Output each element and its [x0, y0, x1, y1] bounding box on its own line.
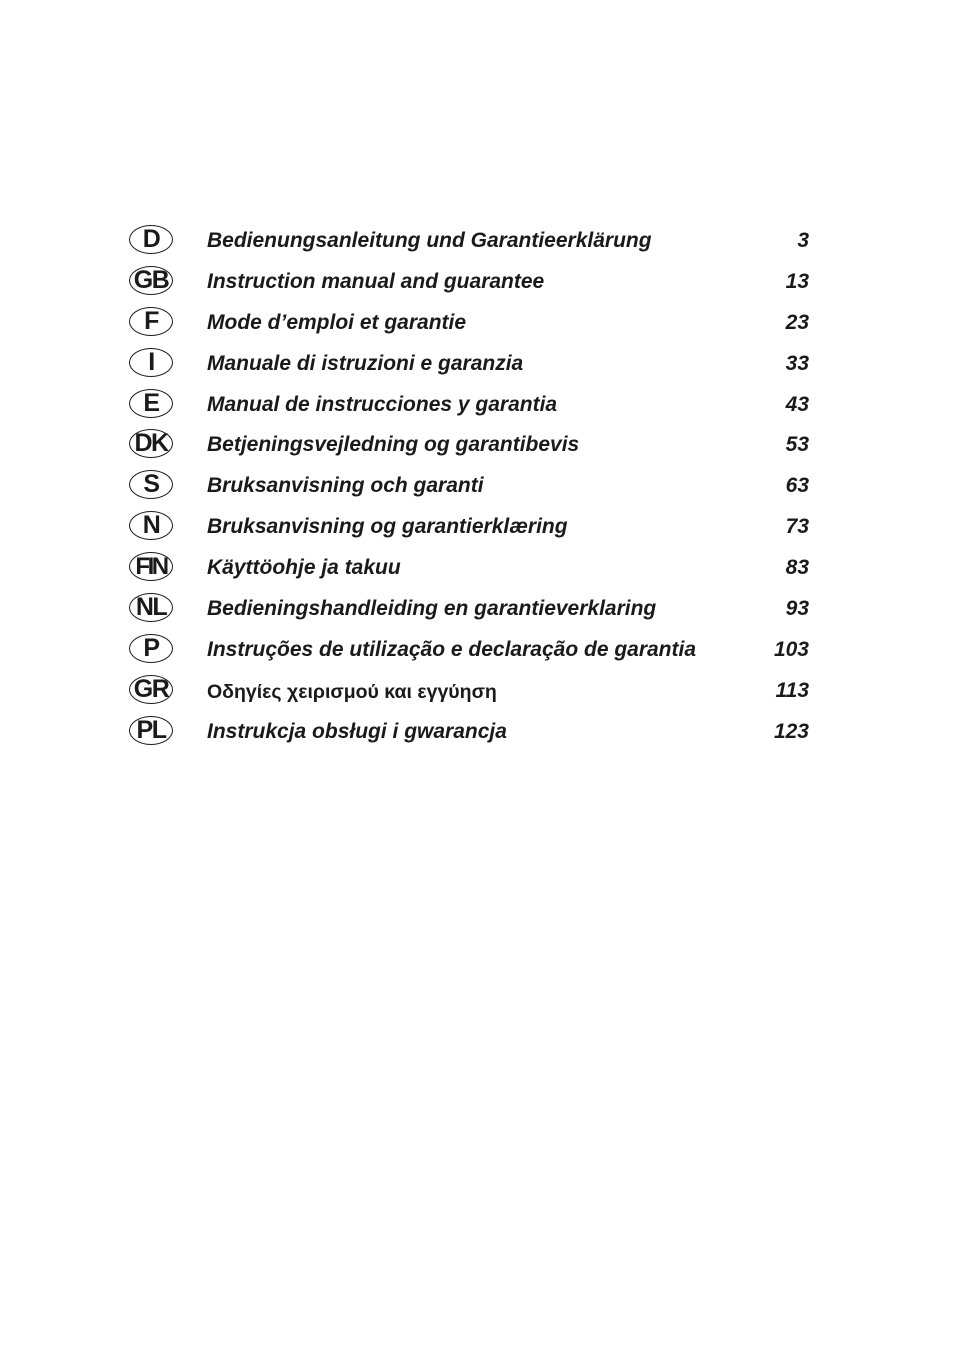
toc-row-nl[interactable]: [129, 590, 811, 631]
toc-row-pl[interactable]: [129, 713, 811, 754]
language-badge-dk: DK: [129, 429, 173, 458]
toc-page-i: 33: [785, 351, 809, 375]
table-of-contents: [129, 222, 811, 754]
language-badge-gb: GB: [129, 266, 173, 295]
toc-page-f: 23: [785, 310, 809, 334]
language-badge-s: S: [129, 470, 173, 499]
language-badge-d: D: [129, 225, 173, 254]
toc-page-nl: 93: [785, 597, 809, 621]
toc-title-gr: Οδηγίες χειρισμού και εγγύηση: [207, 680, 497, 703]
toc-page-dk: 53: [785, 433, 809, 457]
language-badge-nl: NL: [129, 593, 173, 622]
toc-page-p: 103: [773, 637, 809, 661]
toc-row-d[interactable]: [129, 222, 811, 263]
toc-title-s: Bruksanvisning och garanti: [207, 474, 484, 498]
toc-title-pl: Instrukcja obsługi i gwarancja: [207, 719, 507, 743]
toc-page-e: 43: [785, 392, 809, 416]
language-badge-f: F: [129, 307, 173, 336]
toc-page-fin: 83: [785, 556, 809, 580]
toc-page-s: 63: [785, 474, 809, 498]
language-badge-i: I: [129, 348, 173, 377]
toc-title-p: Instruções de utilização e declaração de garantia: [207, 637, 697, 661]
toc-row-gr[interactable]: [129, 672, 811, 713]
toc-title-f: Mode d’emploi et garantie: [207, 310, 467, 334]
toc-row-i[interactable]: [129, 345, 811, 386]
toc-row-n[interactable]: [129, 508, 811, 549]
toc-title-n: Bruksanvisning og garantierklæring: [207, 515, 568, 539]
toc-page-n: 73: [785, 515, 809, 539]
toc-page-gb: 13: [785, 269, 809, 293]
toc-row-gb[interactable]: [129, 263, 811, 304]
toc-title-e: Manual de instrucciones y garantia: [207, 392, 558, 416]
toc-row-fin[interactable]: [129, 549, 811, 590]
language-badge-pl: PL: [129, 716, 173, 745]
language-badge-fin: FIN: [129, 552, 173, 581]
toc-row-f[interactable]: [129, 304, 811, 345]
toc-row-dk[interactable]: [129, 426, 811, 467]
toc-title-d: Bedienungsanleitung und Garantieerklärung: [207, 229, 652, 252]
toc-title-dk: Betjeningsvejledning og garantibevis: [207, 433, 580, 457]
toc-page-pl: 123: [773, 719, 809, 743]
language-badge-gr: GR: [129, 675, 173, 704]
toc-page-gr: 113: [775, 678, 809, 702]
toc-title-fin: Käyttöohje ja takuu: [207, 556, 401, 580]
toc-row-s[interactable]: [129, 467, 811, 508]
language-badge-e: E: [129, 389, 173, 418]
toc-row-e[interactable]: [129, 386, 811, 427]
language-badge-n: N: [129, 511, 173, 540]
toc-title-nl: Bedieningshandleiding en garantieverklaring: [207, 597, 657, 621]
toc-title-i: Manuale di istruzioni e garanzia: [207, 351, 524, 375]
toc-row-p[interactable]: [129, 631, 811, 672]
language-badge-p: P: [129, 634, 173, 663]
toc-page-d: 3: [797, 229, 809, 252]
toc-title-gb: Instruction manual and guarantee: [207, 269, 545, 293]
